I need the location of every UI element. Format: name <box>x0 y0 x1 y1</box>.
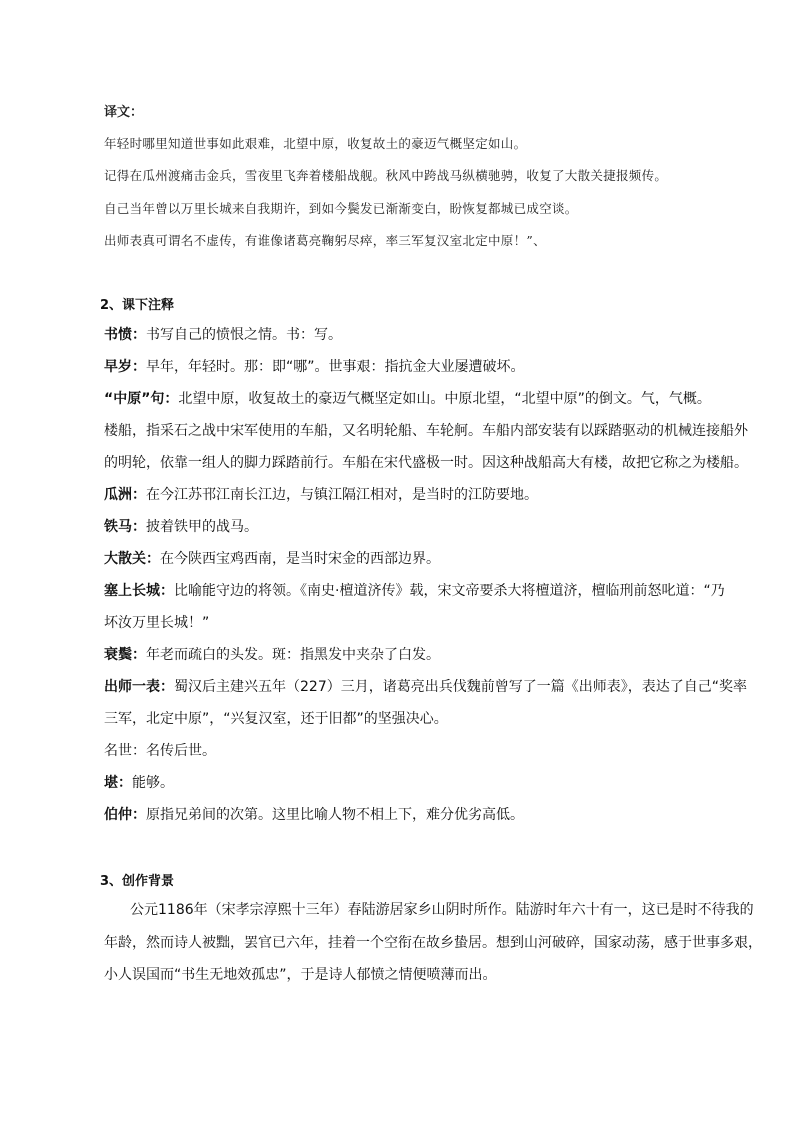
background-line: 小人误国而“书生无地效孤忠”，于是诗人郁愤之情便喷薄而出。 <box>104 967 497 983</box>
note-item <box>104 740 216 760</box>
background-line: 年龄，然而诗人被黜，罢官已六年，挂着一个空衔在故乡蛰居。想到山河破碎，国家动荡，感于世事多艰， <box>104 935 762 951</box>
notes-heading: 2、课下注释 <box>100 298 175 313</box>
background-heading: 3、创作背景 <box>100 874 175 889</box>
note-text: 的明轮，依靠一组人的脚力踩踏前行。车船在宋代盛极一时。因这种战船高大有楼，故把它称之为楼船。 <box>104 455 748 471</box>
note-text: 年老而疏白的头发。斑：指黑发中夹杂了白发。 <box>146 647 440 663</box>
note-text: 原指兄弟间的次第。这里比喻人物不相上下，难分优劣高低。 <box>146 807 524 823</box>
translation-title: 译文： <box>104 105 144 120</box>
note-text: 在今陕西宝鸡西南，是当时宋金的西部边界。 <box>160 551 440 567</box>
note-item <box>104 388 711 408</box>
translation-line: 出师表真可谓名不虚传，有谁像诸葛亮鞠躬尽瘁，率三军复汉室北定中原！”、 <box>104 233 546 248</box>
note-text: 北望中原，收复故土的豪迈气概坚定如山。中原北望，“北望中原”的倒文。气，气概。 <box>178 391 711 407</box>
note-text: 能够。 <box>132 775 174 791</box>
note-item <box>104 324 342 344</box>
note-term: 瓜洲： <box>104 487 146 503</box>
note-text: 比喻能守边的将领。《南史·檀道济传》载，宋文帝要杀大将檀道济，檀临刑前怒叱道：“乃 <box>174 583 725 599</box>
note-item <box>104 772 174 792</box>
note-term: 早岁： <box>104 359 146 375</box>
note-text: 在今江苏邗江南长江边，与镇江隔江相对，是当时的江防要地。 <box>146 487 538 503</box>
note-term: 堪： <box>104 775 132 791</box>
note-item <box>104 452 748 472</box>
note-item <box>104 484 538 504</box>
translation-line: 记得在瓜州渡痛击金兵，雪夜里飞奔着楼船战舰。秋风中跨战马纵横驰骋，收复了大散关捷报频传。 <box>104 168 668 183</box>
note-text: 名世：名传后世。 <box>104 743 216 759</box>
note-term: 衰鬓： <box>104 647 146 663</box>
note-term: 书愤： <box>104 327 146 343</box>
translation-line: 年轻时哪里知道世事如此艰难，北望中原，收复故土的豪迈气概坚定如山。 <box>104 136 527 151</box>
note-item <box>104 804 524 824</box>
note-item <box>104 708 448 728</box>
note-term: 塞上长城： <box>104 583 174 599</box>
note-item <box>104 516 258 536</box>
note-item <box>104 612 209 632</box>
note-term: 伯仲： <box>104 807 146 823</box>
note-text: 蜀汉后主建兴五年（227）三月，诸葛亮出兵伐魏前曾写了一篇《出师表》，表达了自己“奖率 <box>174 679 747 695</box>
note-item <box>104 548 440 568</box>
note-text: 三军，北定中原”，“兴复汉室，还于旧都”的坚强决心。 <box>104 711 448 727</box>
note-term: 出师一表： <box>104 679 174 695</box>
note-text: 披着铁甲的战马。 <box>146 519 258 535</box>
note-term: 铁马： <box>104 519 146 535</box>
note-text: 早年，年轻时。那：即“哪”。世事艰：指抗金大业屡遭破坏。 <box>146 359 525 375</box>
note-term: 大散关： <box>104 551 160 567</box>
note-item <box>104 676 747 696</box>
note-item <box>104 644 440 664</box>
translation-line: 自己当年曾以万里长城来自我期许，到如今鬓发已渐渐变白，盼恢复都城已成空谈。 <box>104 201 578 216</box>
note-text: 楼船，指采石之战中宋军使用的车船，又名明轮船、车轮舸。车船内部安装有以踩踏驱动的机械连接船外 <box>104 423 748 439</box>
note-item <box>104 580 725 600</box>
note-term: “中原”句： <box>104 391 179 407</box>
note-text: 坏汝万里长城！” <box>104 615 210 631</box>
note-item <box>104 420 748 440</box>
note-text: 书写自己的愤恨之情。书：写。 <box>146 327 342 343</box>
background-line: 公元1186年（宋孝宗淳熙十三年）春陆游居家乡山阴时所作。陆游时年六十有一，这已是时不待我的 <box>130 902 754 918</box>
note-item <box>104 356 525 376</box>
